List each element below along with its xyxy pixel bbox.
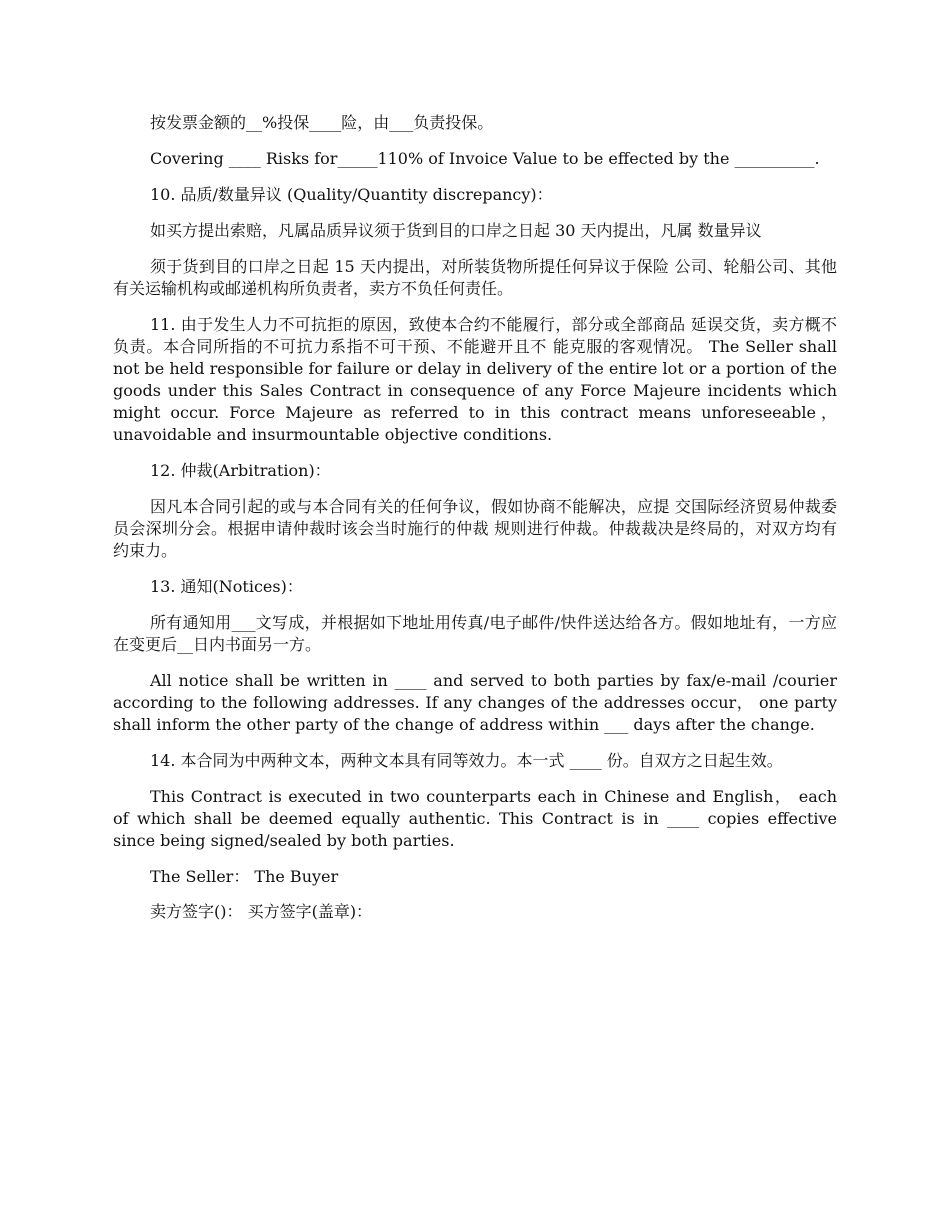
insurance-clause-en: Covering ____ Risks for_____110% of Invoice Value to be effected by the __________. — [150, 149, 820, 168]
contract-versions-en: This Contract is executed in two counterparts each in Chinese and English， each of which shall be deemed equally authentic. This Contract is in ____ copies effective since being signed/sealed by both parties. — [113, 787, 837, 850]
quality-quantity-heading: 10. 品质/数量异议 (Quality/Quantity discrepancy)： — [150, 185, 553, 204]
contract-versions-cn: 14. 本合同为中两种文本，两种文本具有同等效力。本一式 ____ 份。自双方之日起生效。 — [150, 751, 783, 770]
insurance-clause-cn: 按发票金额的__%投保____险，由___负责投保。 — [150, 113, 494, 132]
quality-claim-paragraph: 如买方提出索赔，凡属品质异议须于货到目的口岸之日起 30 天内提出，凡属 数量异议 — [150, 221, 762, 240]
notices-paragraph-cn: 所有通知用___文写成，并根据如下地址用传真/电子邮件/快件送达给各方。假如地址有，一方应在变更后__日内书面另一方。 — [113, 613, 837, 654]
quantity-claim-paragraph: 须于货到目的口岸之日起 15 天内提出，对所装货物所提任何异议于保险 公司、轮船公司、其他有关运输机构或邮递机构所负责者，卖方不负任何责任。 — [113, 257, 837, 298]
notices-heading: 13. 通知(Notices)： — [150, 577, 303, 596]
seller-buyer-line: The Seller： The Buyer — [150, 867, 339, 886]
arbitration-heading: 12. 仲裁(Arbitration)： — [150, 461, 331, 480]
notices-paragraph-en: All notice shall be written in ____ and served to both parties by fax/e-mail /courier according to the following addresses. If any changes of the addresses occur， one party shall inform the other party of the change of address within ___ days after the change. — [113, 671, 837, 734]
arbitration-paragraph: 因凡本合同引起的或与本合同有关的任何争议，假如协商不能解决，应提 交国际经济贸易仲裁委员会深圳分会。根据申请仲裁时该会当时施行的仲裁 规则进行仲裁。仲裁裁决是终局的，对双方均有约束力。 — [113, 497, 837, 560]
signature-line: 卖方签字()： 买方签字(盖章)： — [150, 902, 373, 921]
document-page — [113, 112, 837, 937]
force-majeure-paragraph: 11. 由于发生人力不可抗拒的原因，致使本合约不能履行，部分或全部商品 延误交货，卖方概不负责。本合同所指的不可抗力系指不可干预、不能避开且不 能克服的客观情况。 The Seller shall not be held responsible for failure or delay in delivery of the entire lot or a portion of the goods under this Sales Contract in consequence of any Force Majeure incidents which might occur. Force Majeure as referred to in this contract means unforeseeable， unavoidable and insurmountable objective conditions. — [113, 315, 838, 444]
